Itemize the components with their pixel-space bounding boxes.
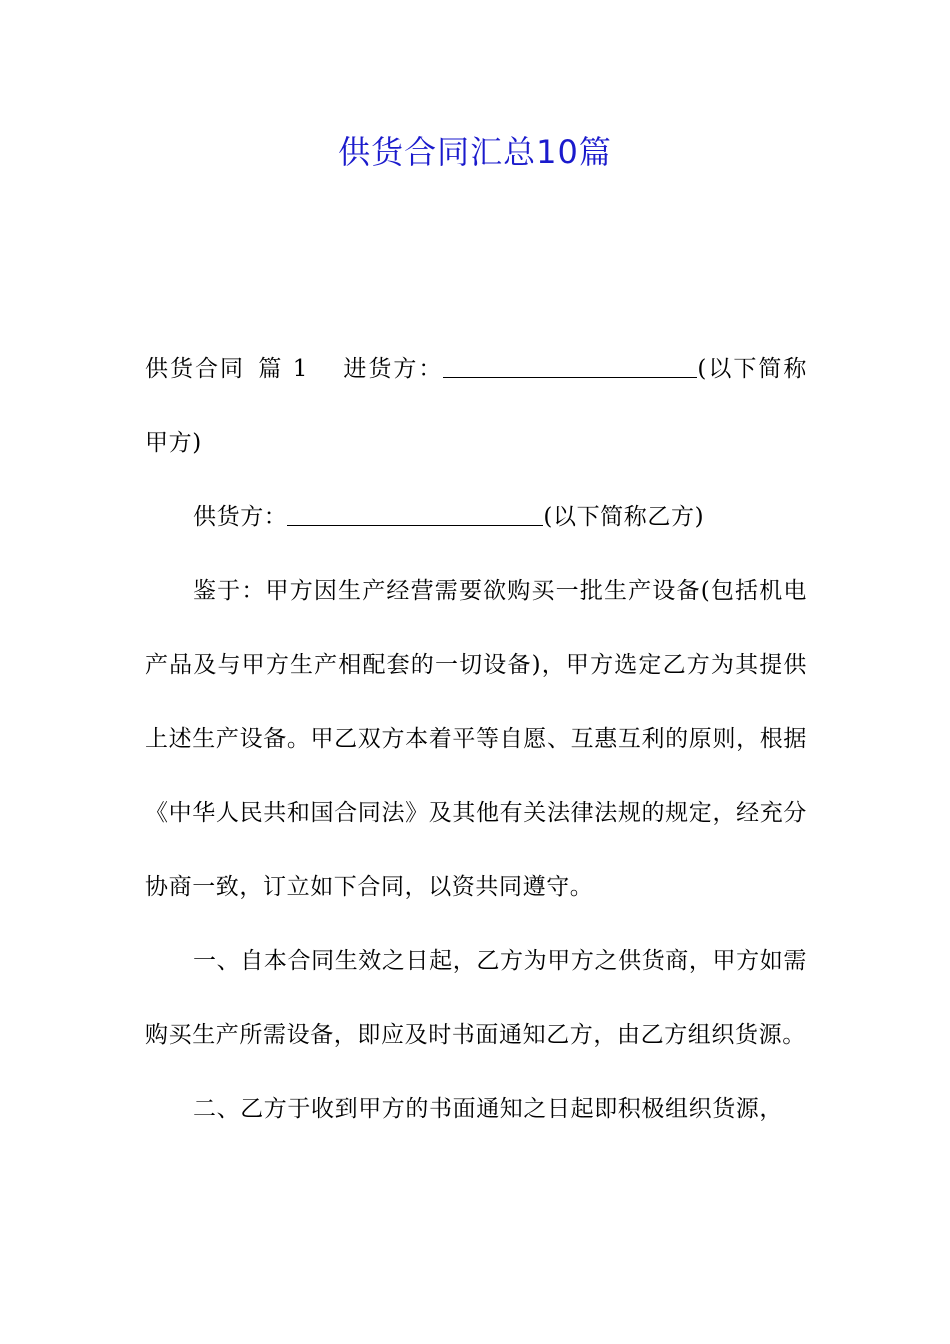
contract-header-line <box>145 332 807 480</box>
buyer-label: 进货方： <box>341 356 444 382</box>
document-body <box>145 332 807 1146</box>
section-number: 篇 1 <box>257 356 308 382</box>
paragraph-clause-1: 一、自本合同生效之日起，乙方为甲方之供货商，甲方如需购买生产所需设备，即应及时书面通知乙方，由乙方组织货源。 <box>145 948 807 1048</box>
buyer-suffix: (以下简称甲方) <box>145 356 807 456</box>
supplier-label: 供货方： <box>193 504 288 530</box>
supplier-blank-line <box>287 503 543 526</box>
buyer-blank-line <box>443 355 697 378</box>
supplier-line <box>145 480 807 554</box>
paragraph-clause-2: 二、乙方于收到甲方的书面通知之日起即积极组织货源， <box>193 1096 783 1122</box>
document-title: 供货合同汇总10篇 <box>338 133 612 171</box>
supplier-suffix: (以下简称乙方) <box>543 504 705 530</box>
section-heading: 供货合同 <box>145 356 246 382</box>
paragraph-preamble: 鉴于：甲方因生产经营需要欲购买一批生产设备(包括机电产品及与甲方生产相配套的一切设备)，甲方选定乙方为其提供上述生产设备。甲乙双方本着平等自愿、互惠互利的原则，根据《中华人民共和国合同法》及其他有关法律法规的规定，经充分协商一致，订立如下合同，以资共同遵守。 <box>145 578 807 900</box>
